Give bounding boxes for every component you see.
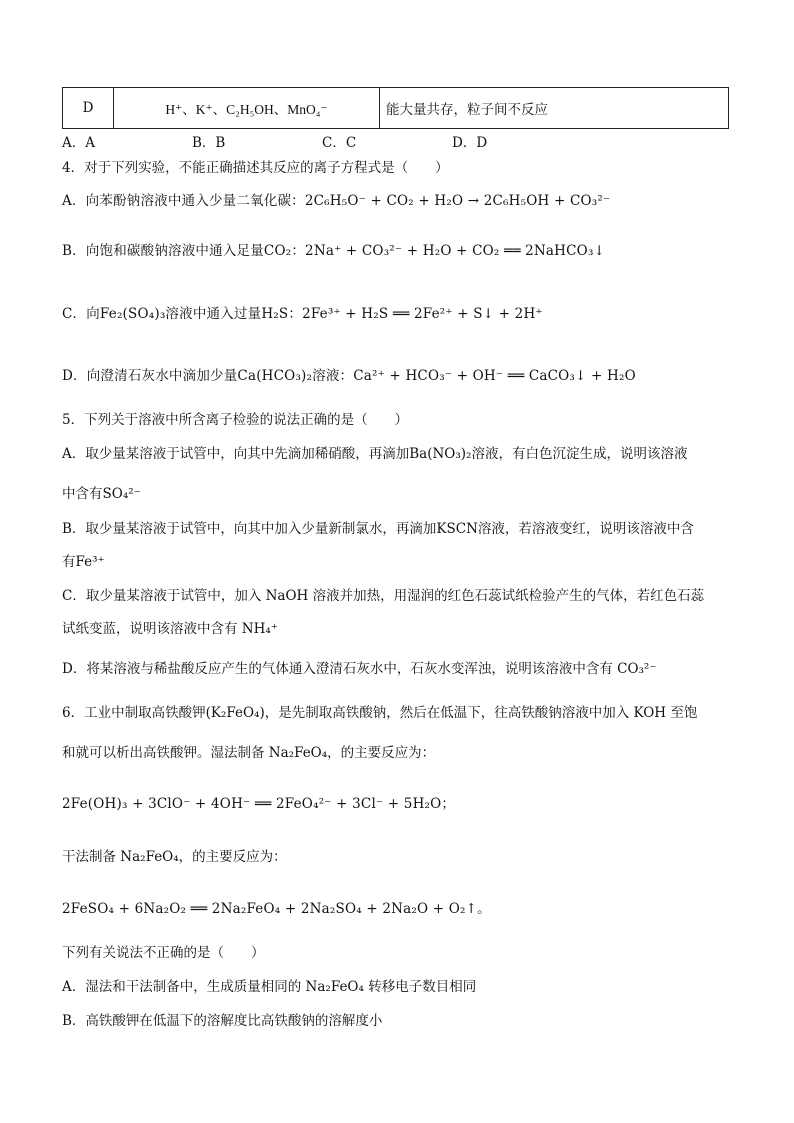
q5-option-b-line2: 有Fe³⁺ [62,554,105,570]
ion-list: H⁺、K⁺、C₂H₅OH、MnO₄⁻ [114,88,380,129]
row-label: D [63,88,114,129]
q3-choices [62,133,487,153]
q6-question: 下列有关说法不正确的是（ ） [62,945,265,961]
q6-wet-equation: 2Fe(OH)₃ + 3ClO⁻ + 4OH⁻ ══ 2FeO₄²⁻ + 3Cl⁻ + 5H₂O； [62,796,456,812]
q6-option-a: A．湿法和干法制备中，生成质量相同的 Na₂FeO₄ 转移电子数目相同 [62,979,477,995]
q6-stem-line2: 和就可以析出高铁酸钾。湿法制备 Na₂FeO₄，的主要反应为： [62,745,436,761]
choice-c: C．C [322,135,357,151]
table-row [63,88,729,129]
q5-option-d: D．将某溶液与稀盐酸反应产生的气体通入澄清石灰水中，石灰水变浑浊，说明该溶液中含有 CO₃²⁻ [62,661,657,677]
q4-option-b: B．向饱和碳酸钠溶液中通入足量CO₂：2Na⁺ + CO₃²⁻ + H₂O + CO₂ ══ 2NaHCO₃↓ [62,243,606,259]
q6-option-b: B．高铁酸钾在低温下的溶解度比高铁酸钠的溶解度小 [62,1013,383,1029]
q5-option-b-line1: B．取少量某溶液于试管中，向其中加入少量新制氯水，再滴加KSCN溶液，若溶液变红，说明该溶液中含 [62,521,694,537]
option-table [62,87,729,129]
choice-a: A．A [62,135,95,151]
q5-option-c-line2: 试纸变蓝，说明该溶液中含有 NH₄⁺ [62,621,278,637]
choice-d: D．D [452,135,488,151]
q5-option-c-line1: C．取少量某溶液于试管中，加入 NaOH 溶液并加热，用湿润的红色石蕊试纸检验产生的气体，若红色石蕊 [62,588,705,604]
row-conclusion: 能大量共存，粒子间不反应 [380,88,729,129]
q4-stem: 4．对于下列实验，不能正确描述其反应的离子方程式是（ ） [62,160,449,176]
q5-stem: 5．下列关于溶液中所含离子检验的说法正确的是（ ） [62,412,409,428]
q6-stem-line1: 6．工业中制取高铁酸钾(K₂FeO₄)，是先制取高铁酸钠，然后在低温下，往高铁酸钠溶液中加入 KOH 至饱 [62,705,698,721]
q5-option-a-line1: A．取少量某溶液于试管中，向其中先滴加稀硝酸，再滴加Ba(NO₃)₂溶液，有白色沉淀生成，说明该溶液 [62,446,688,462]
choice-b: B．B [192,135,226,151]
q6-dry-equation: 2FeSO₄ + 6Na₂O₂ ══ 2Na₂FeO₄ + 2Na₂SO₄ + 2Na₂O + O₂↑。 [62,901,491,917]
q4-option-a: A．向苯酚钠溶液中通入少量二氧化碳：2C₆H₅O⁻ + CO₂ + H₂O → 2C₆H₅OH + CO₃²⁻ [62,193,611,209]
q5-option-a-line2: 中含有SO₄²⁻ [62,486,141,502]
q4-option-c: C．向Fe₂(SO₄)₃溶液中通入过量H₂S：2Fe³⁺ + H₂S ══ 2Fe²⁺ + S↓ + 2H⁺ [62,306,543,322]
q4-option-d: D．向澄清石灰水中滴加少量Ca(HCO₃)₂溶液：Ca²⁺ + HCO₃⁻ + OH⁻ ══ CaCO₃↓ + H₂O [62,368,636,384]
q6-dry-intro: 干法制备 Na₂FeO₄，的主要反应为： [62,849,287,865]
